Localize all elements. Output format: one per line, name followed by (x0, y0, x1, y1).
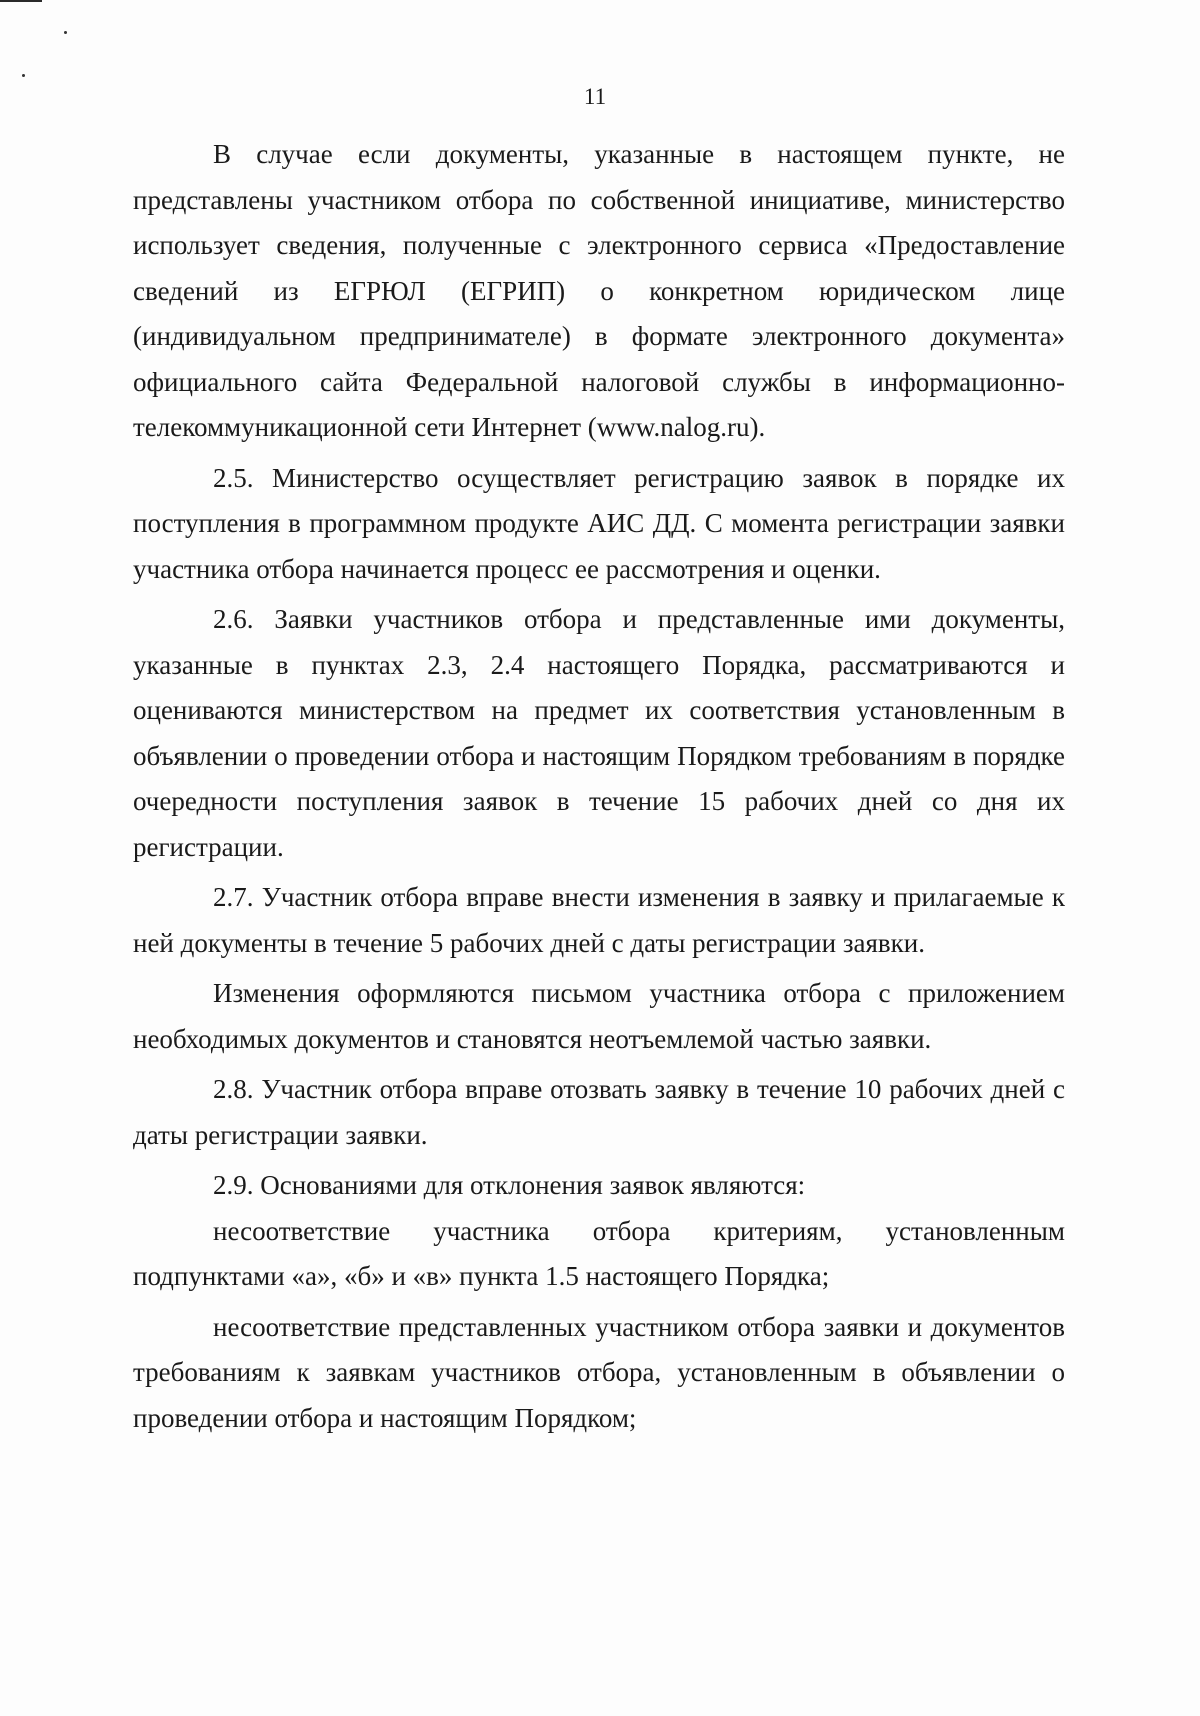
scan-speck (64, 31, 67, 34)
paragraph-changes: Изменения оформляются письмом участника отбора с приложением необходимых документов и становятся неотъемлемой частью заявки. (133, 978, 1065, 1054)
paragraph-2-5: 2.5. Министерство осуществляет регистрацию заявок в порядке их поступления в программном продукте АИС ДД. С момента регистрации заявки участника отбора начинается процесс ее рассмотрения и оценки. (133, 462, 1065, 584)
paragraph-2-7: 2.7. Участник отбора вправе внести изменения в заявку и прилагаемые к ней документы в течение 5 рабочих дней с даты регистрации заявки. (133, 882, 1065, 958)
paragraph-documents-mismatch: несоответствие представленных участником отбора заявки и документов требованиям к заявкам участников отбора, установленным в объявлении о проведении отбора и настоящим Порядком; (133, 1311, 1065, 1433)
paragraph-2-9: 2.9. Основаниями для отклонения заявок являются: (213, 1170, 806, 1200)
scan-speck (22, 74, 25, 77)
document-body (133, 132, 1065, 1441)
page-number: 11 (583, 84, 607, 109)
paragraph-criteria-mismatch: несоответствие участника отбора критериям, установленным подпунктами «а», «б» и «в» пункта 1.5 настоящего Порядка; (133, 1215, 1065, 1291)
scan-edge-mark (0, 0, 42, 2)
paragraph-egrul-info: В случае если документы, указанные в настоящем пункте, не представлены участником отбора по собственной инициативе, министерство использует сведения, полученные с электронного сервиса «Предоставление сведений из ЕГРЮЛ (ЕГРИП) о конкретном юридическом лице (индивидуальном предпринимателе) в формате электронного документа» официального сайта Федеральной налоговой службы в информационно-телекоммуникационной сети Интернет (www.nalog.ru). (133, 139, 1065, 442)
paragraph-2-8: 2.8. Участник отбора вправе отозвать заявку в течение 10 рабочих дней с даты регистрации заявки. (133, 1074, 1065, 1150)
paragraph-2-6: 2.6. Заявки участников отбора и представленные ими документы, указанные в пунктах 2.3, 2.4 настоящего Порядка, рассматриваются и оцениваются министерством на предмет их соответствия установленным в объявлении о проведении отбора и настоящим Порядком требованиям в порядке очередности поступления заявок в течение 15 рабочих дней со дня их регистрации. (133, 604, 1065, 862)
